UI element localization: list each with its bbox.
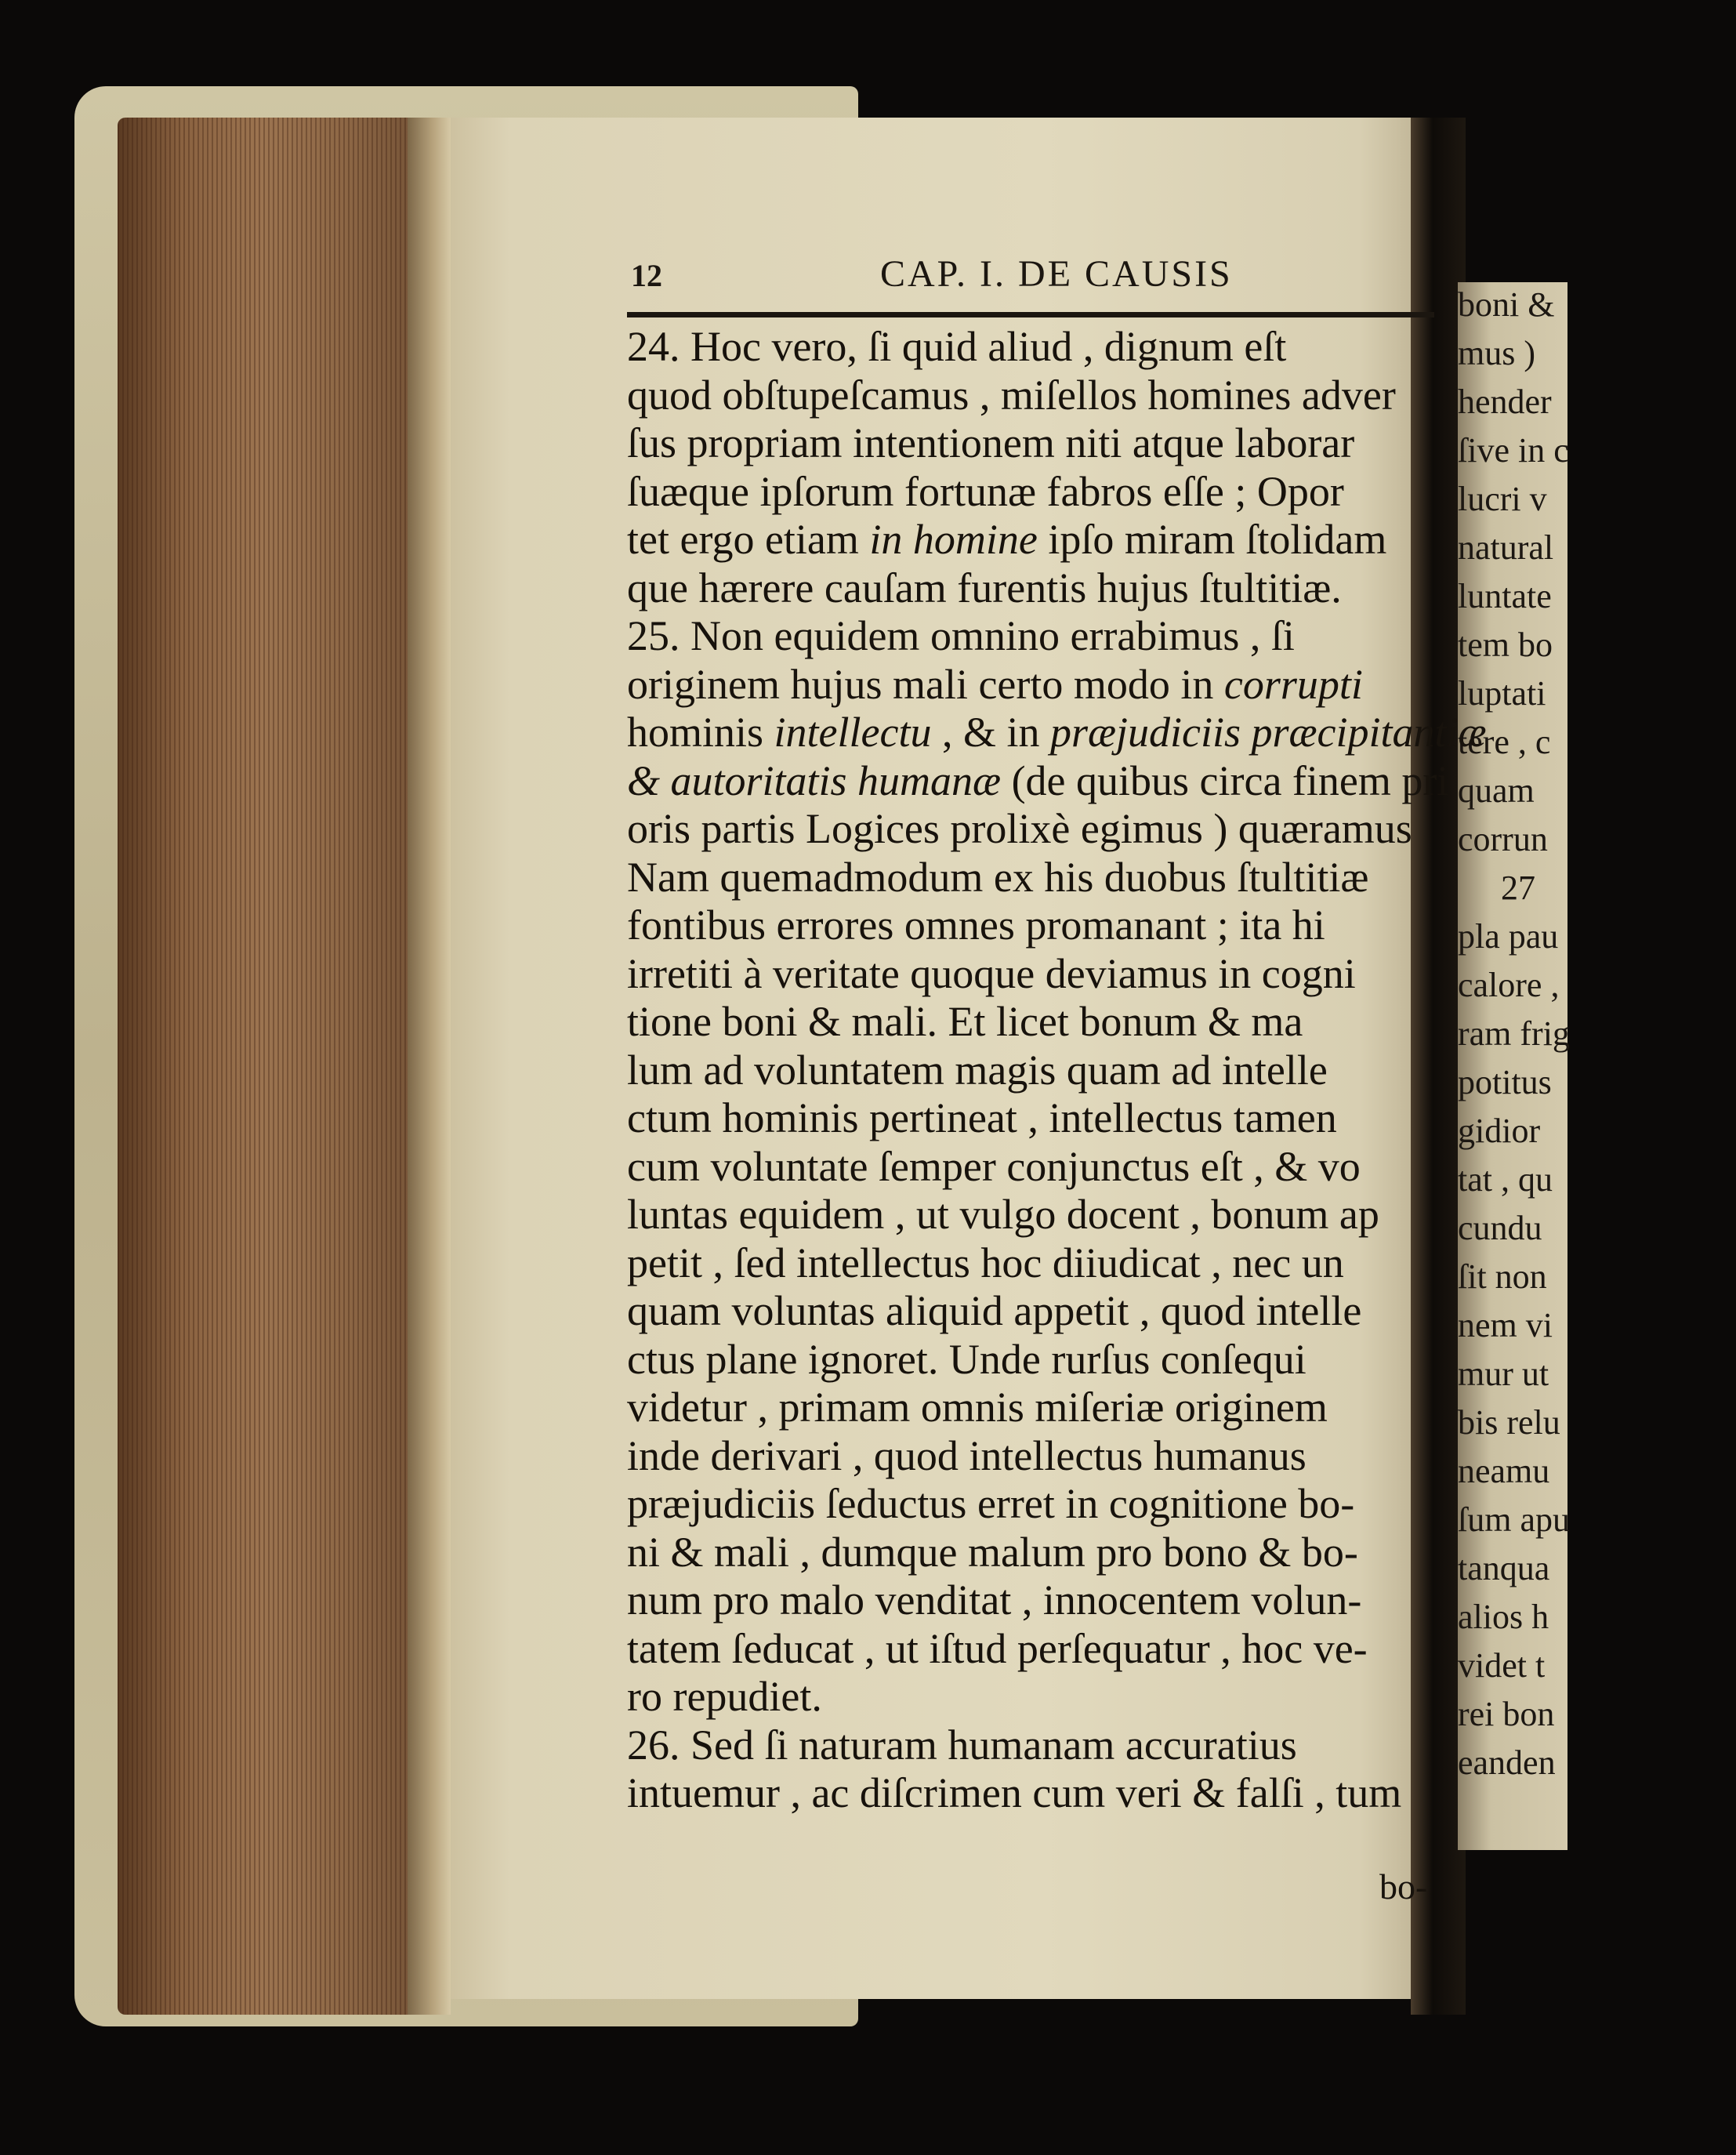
facing-page-line: boni &: [1458, 285, 1555, 324]
text-line: [627, 1576, 1434, 1625]
text-line: [627, 1384, 1434, 1432]
facing-page-line: tere , c: [1458, 723, 1551, 761]
catchword: bo-: [1379, 1867, 1428, 1906]
facing-page-line: hender: [1458, 383, 1552, 421]
facing-page-line: gidior: [1458, 1112, 1541, 1150]
text-line: [627, 709, 1487, 757]
text-run: 24. Hoc vero, ſi quid aliud , dignum eſt: [627, 323, 1287, 370]
facing-page-line: luntate: [1458, 577, 1552, 615]
text-run: ſuæque ipſorum fortunæ fabros eſſe ; Opor: [627, 467, 1344, 515]
facing-page-line: natural: [1458, 528, 1554, 567]
text-line: [627, 1721, 1434, 1770]
text-line: [627, 564, 1434, 613]
text-run: , & in: [931, 709, 1050, 756]
facing-page-line: videt t: [1458, 1646, 1546, 1685]
facing-page-line: bis relu: [1458, 1403, 1560, 1442]
facing-page-line: 27: [1501, 869, 1535, 907]
facing-page-line: ſum apu: [1458, 1500, 1570, 1539]
page-edge-rim: [408, 118, 451, 2015]
facing-page-line: cundu: [1458, 1209, 1542, 1247]
text-line: [627, 854, 1434, 902]
text-line: [627, 998, 1434, 1047]
text-line: [627, 1529, 1434, 1577]
text-run: 26. Sed ſi naturam humanam accuratius: [627, 1721, 1297, 1769]
facing-page-line: calore ,: [1458, 966, 1560, 1004]
facing-page-line: tat , qu: [1458, 1160, 1553, 1199]
text-line: [627, 1673, 1434, 1721]
italic-text: corrupti: [1223, 660, 1363, 708]
facing-page-line: mur ut: [1458, 1355, 1549, 1393]
text-line: [627, 323, 1434, 372]
text-line: [627, 1047, 1434, 1095]
head-rule: [627, 312, 1434, 317]
page-number: 12: [631, 258, 662, 293]
italic-text: in homine: [869, 516, 1038, 563]
facing-page-line: quam: [1458, 771, 1535, 810]
italic-text: præjudiciis præcipitantiæ: [1049, 709, 1487, 756]
text-run: tatem ſeducat , ut iſtud perſequatur , hoc ve-: [627, 1624, 1368, 1672]
text-run: videtur , primam omnis miſeriæ originem: [627, 1384, 1328, 1431]
text-run: tet ergo etiam: [627, 516, 870, 563]
text-run: intuemur , ac diſcrimen cum veri & falſi , tum: [627, 1769, 1402, 1816]
text-line: [627, 1769, 1434, 1818]
text-line: [627, 516, 1434, 564]
text-line: [627, 756, 1449, 806]
text-line: [627, 1336, 1434, 1384]
facing-page-line: ram frig: [1458, 1014, 1570, 1053]
text-run: 25. Non equidem omnino errabimus , ſi: [627, 612, 1295, 659]
text-line: [627, 1191, 1434, 1239]
text-line: [627, 805, 1434, 854]
text-line: [627, 419, 1434, 468]
italic-text: intellectu: [774, 709, 932, 756]
facing-page-line: lucri v: [1458, 480, 1547, 518]
text-line: [627, 1094, 1434, 1143]
facing-page-line: neamu: [1458, 1452, 1550, 1490]
text-line: [627, 372, 1434, 420]
facing-page-line: tem bo: [1458, 626, 1553, 664]
text-run: que hærere cauſam furentis hujus ſtultitiæ.: [627, 564, 1342, 611]
text-run: luntas equidem , ut vulgo docent , bonum ap: [627, 1191, 1379, 1238]
facing-page-line: nem vi: [1458, 1306, 1553, 1344]
text-line: [627, 1432, 1434, 1481]
text-run: (de quibus circa finem pri: [1001, 756, 1449, 804]
text-line: [627, 1143, 1434, 1192]
text-run: oris partis Logices prolixè egimus ) quæramus: [627, 805, 1412, 852]
text-run: quam voluntas aliquid appetit , quod intelle: [627, 1287, 1362, 1334]
text-run: ctum hominis pertineat , intellectus tamen: [627, 1094, 1337, 1141]
facing-page-line: tanqua: [1458, 1549, 1550, 1587]
text-line: [627, 1239, 1434, 1288]
text-line: [627, 1287, 1434, 1336]
text-run: ſus propriam intentionem niti atque laborar: [627, 419, 1355, 466]
text-run: lum ad voluntatem magis quam ad intelle: [627, 1046, 1328, 1094]
facing-page-line: ſive in c: [1458, 431, 1569, 470]
facing-page-line: luptati: [1458, 674, 1546, 713]
running-title: CAP. I. DE CAUSIS: [880, 253, 1233, 295]
text-run: cum voluntate ſemper conjunctus eſt , & vo: [627, 1142, 1361, 1190]
text-run: inde derivari , quod intellectus humanus: [627, 1431, 1307, 1479]
running-head: [631, 253, 1383, 304]
text-run: originem hujus mali certo modo in: [627, 660, 1224, 708]
facing-page-line: ſit non: [1458, 1257, 1547, 1296]
text-run: irretiti à veritate quoque deviamus in cogni: [627, 949, 1356, 997]
text-run: fontibus errores omnes promanant ; ita hi: [627, 902, 1325, 949]
facing-page-line: alios h: [1458, 1598, 1549, 1636]
facing-page-line: eanden: [1458, 1743, 1556, 1782]
text-run: præjudiciis ſeductus erret in cognitione bo-: [627, 1480, 1355, 1527]
text-run: petit , ſed intellectus hoc diiudicat , nec un: [627, 1239, 1344, 1286]
facing-page-line: rei bon: [1458, 1695, 1555, 1733]
text-line: [627, 950, 1434, 999]
text-run: ro repudiet.: [627, 1673, 822, 1720]
text-run: num pro malo venditat , innocentem volun-: [627, 1576, 1362, 1624]
text-line: [627, 468, 1434, 517]
text-run: Nam quemadmodum ex his duobus ſtultitiæ: [627, 853, 1369, 901]
text-run: ni & mali , dumque malum pro bono & bo-: [627, 1528, 1358, 1576]
text-line: [627, 902, 1434, 950]
text-line: [627, 1480, 1434, 1529]
text-run: ctus plane ignoret. Unde rurſus conſequi: [627, 1335, 1307, 1383]
facing-page-line: mus ): [1458, 334, 1535, 372]
facing-page-fragment: [1458, 282, 1570, 1850]
text-run: hominis: [627, 709, 774, 756]
text-line: [627, 661, 1434, 709]
text-run: tione boni & mali. Et licet bonum & ma: [627, 998, 1303, 1045]
text-run: ipſo miram ſtolidam: [1037, 516, 1387, 563]
page-body-text: [627, 323, 1487, 1818]
facing-page-line: corrun: [1458, 820, 1548, 858]
italic-text: & autoritatis humanæ: [627, 756, 1002, 804]
text-line: [627, 612, 1434, 661]
facing-page-line: pla pau: [1458, 917, 1559, 956]
text-run: quod obſtupeſcamus , miſellos homines adver: [627, 371, 1396, 419]
facing-page-line: potitus: [1458, 1063, 1552, 1101]
text-line: [627, 1625, 1434, 1674]
page-edges: [118, 118, 439, 2015]
